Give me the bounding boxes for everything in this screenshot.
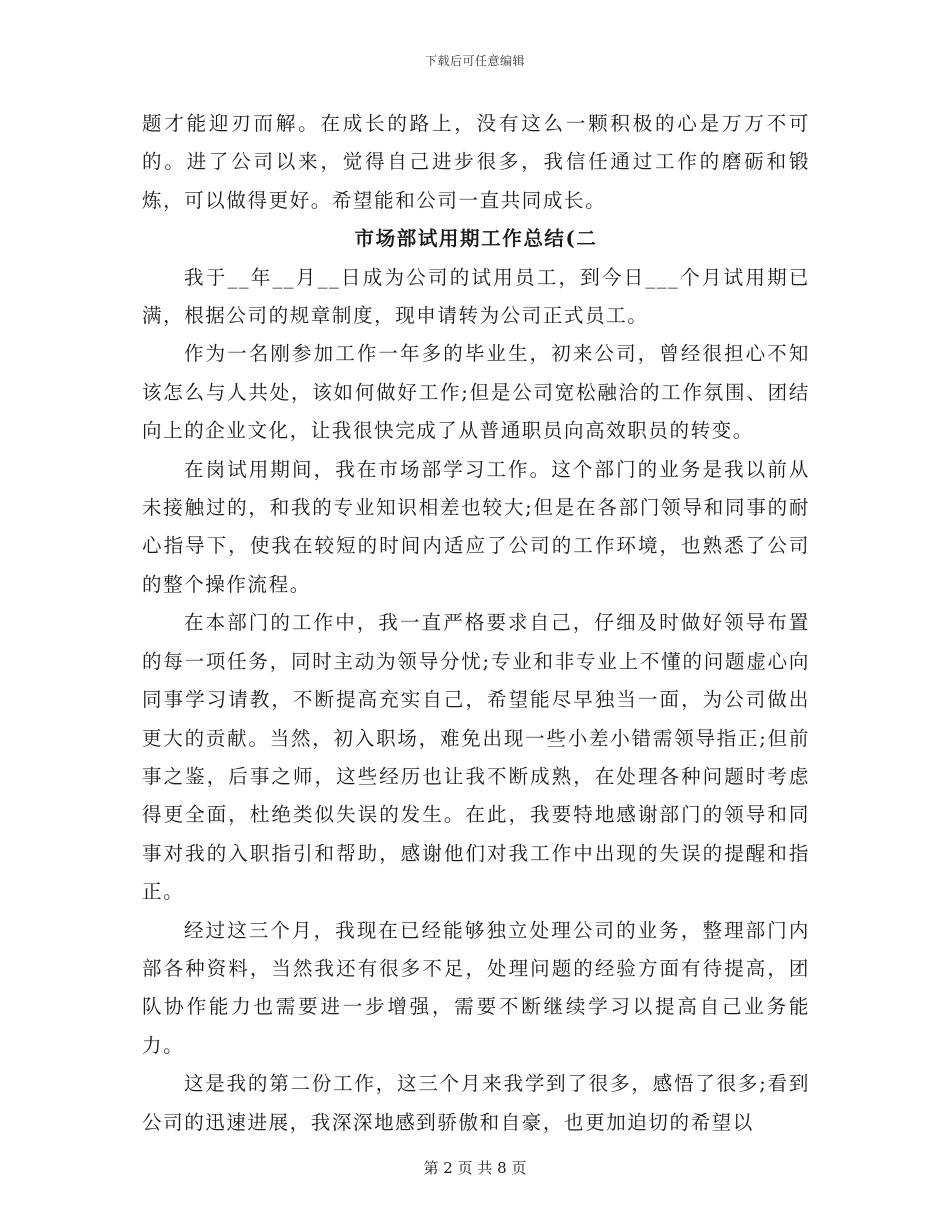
document-body — [142, 105, 810, 1142]
paragraph-6: 这是我的第二份工作，这三个月来我学到了很多，感悟了很多;看到公司的迅速进展，我深深地感到骄傲和自豪，也更加迫切的希望以 — [142, 1072, 810, 1134]
paragraph-2: 作为一名刚参加工作一年多的毕业生，初来公司，曾经很担心不知该怎么与人共处，该如何做好工作;但是公司宽松融洽的工作氛围、团结向上的企业文化，让我很快完成了从普通职员向高效职员的转变。 — [142, 342, 810, 443]
paragraph-5: 经过这三个月，我现在已经能够独立处理公司的业务，整理部门内部各种资料，当然我还有很多不足，处理问题的经验方面有待提高，团队协作能力也需要进一步增强，需要不断继续学习以提高自己业务能力。 — [142, 918, 810, 1057]
page-number: 第 2 页 共 8 页 — [423, 1159, 527, 1177]
header-note: 下载后可任意编辑 — [424, 54, 525, 68]
section-title: 市场部试用期工作总结(二 — [354, 227, 598, 251]
carryover-paragraph: 题才能迎刃而解。在成长的路上，没有这么一颗积极的心是万万不可的。进了公司以来，觉得自己进步很多，我信任通过工作的磨砺和锻炼，可以做得更好。希望能和公司一直共同成长。 — [142, 112, 810, 212]
paragraph-3: 在岗试用期间，我在市场部学习工作。这个部门的业务是我以前从未接触过的，和我的专业知识相差也较大;但是在各部门领导和同事的耐心指导下，使我在较短的时间内适应了公司的工作环境，也熟悉了公司的整个操作流程。 — [142, 457, 810, 596]
paragraph-1: 我于__年__月__日成为公司的试用员工，到今日___个月试用期已满，根据公司的规章制度，现申请转为公司正式员工。 — [142, 265, 810, 328]
paragraph-4: 在本部门的工作中，我一直严格要求自己，仔细及时做好领导布置的每一项任务，同时主动为领导分忧;专业和非专业上不懂的问题虚心向同事学习请教，不断提高充实自己，希望能尽早独当一面，为公司做出更大的贡献。当然，初入职场，难免出现一些小差小错需领导指正;但前事之鉴，后事之师，这些经历也让我不断成熟，在处理各种问题时考虑得更全面，杜绝类似失误的发生。在此，我要特地感谢部门的领导和同事对我的入职指引和帮助，感谢他们对我工作中出现的失误的提醒和指正。 — [142, 611, 810, 904]
